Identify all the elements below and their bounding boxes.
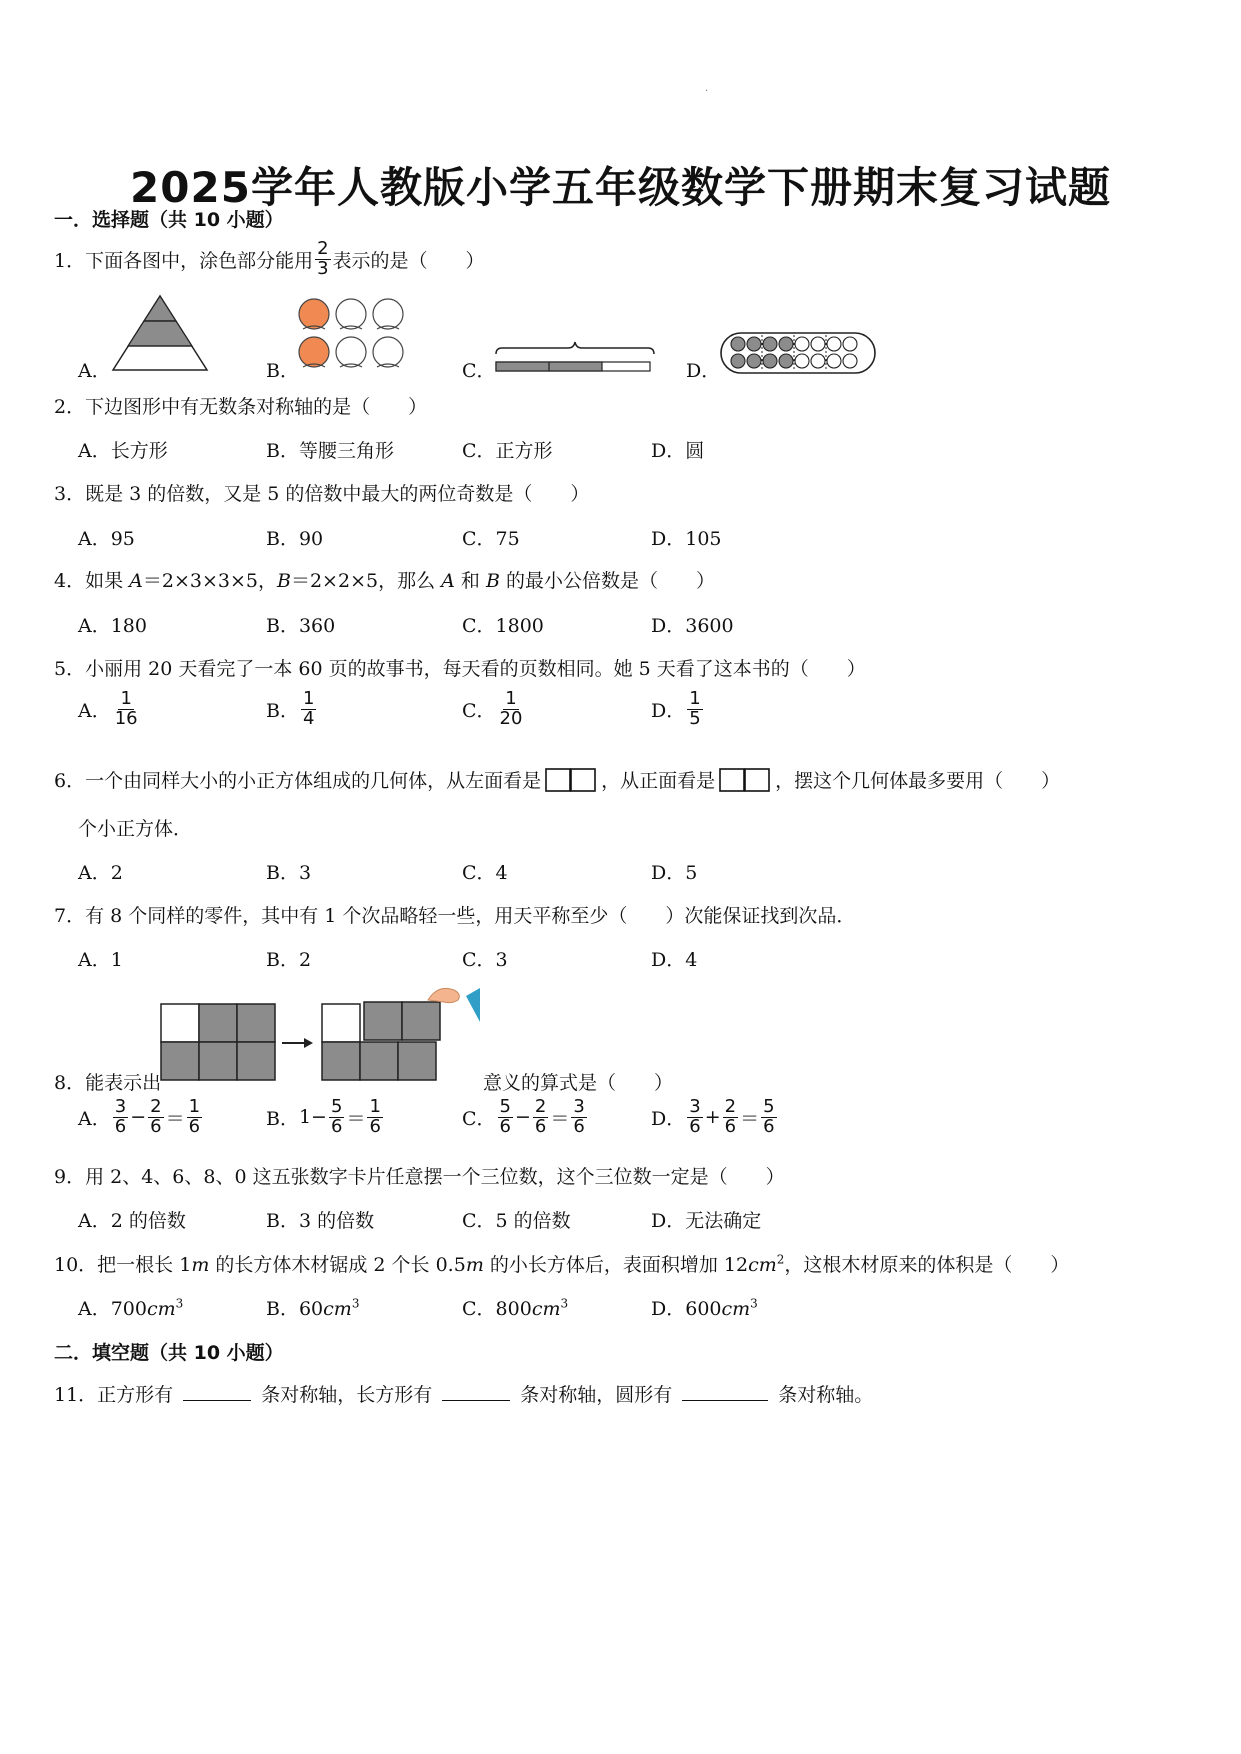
q6-text: ，摆这个几何体最多要用（ ）: [775, 770, 1061, 792]
q11-text: 条对称轴，长方形有: [261, 1384, 433, 1406]
option-unit: cm: [531, 1298, 561, 1320]
option-fraction: [113, 690, 140, 729]
option-exponent: 3: [175, 1296, 184, 1311]
option-exponent: 3: [351, 1296, 360, 1311]
q11-blank-rectangle[interactable]: [442, 1382, 510, 1401]
q4-option-d[interactable]: D．3600: [651, 615, 734, 637]
page-title: 2025学年人教版小学五年级数学下册期末复习试题: [130, 163, 1111, 212]
q1-triangle-figure: [110, 293, 210, 373]
q9-option-a[interactable]: A．2 的倍数: [78, 1210, 186, 1232]
fraction-denominator: 6: [114, 1115, 127, 1137]
option-exponent: 3: [750, 1296, 758, 1311]
q7-option-a[interactable]: A．1: [78, 949, 123, 971]
q8-option-c[interactable]: [462, 1098, 589, 1137]
option-fraction: [367, 1098, 382, 1137]
fraction-denominator: 6: [724, 1115, 737, 1137]
option-unit: cm: [721, 1298, 751, 1320]
option-label: B．: [266, 1107, 299, 1130]
q10-option-c[interactable]: [462, 1294, 568, 1321]
option-exponent: 3: [560, 1296, 569, 1311]
fraction-numerator: 5: [763, 1096, 775, 1117]
option-label: A．: [78, 1107, 111, 1130]
question-8-text-end: 意义的算式是（ ）: [483, 1072, 674, 1094]
question-6: [54, 766, 1060, 793]
fraction-numerator: 5: [499, 1096, 511, 1117]
fraction-denominator: 3: [317, 257, 329, 279]
option-label: A．700: [78, 1298, 147, 1320]
q4-text: 4．如果: [54, 570, 130, 592]
fraction-numerator: 1: [120, 688, 132, 709]
q5-option-c[interactable]: [462, 690, 526, 729]
q4-text: ＝2×3×3×5，: [142, 570, 277, 592]
q3-option-c[interactable]: C．75: [462, 528, 520, 550]
fraction-numerator: 1: [188, 1096, 201, 1117]
question-2: 2．下边图形中有无数条对称轴的是（ ）: [54, 396, 428, 418]
fraction-denominator: 6: [763, 1115, 775, 1137]
q10-text: 的小长方体后，表面积增加 12: [483, 1254, 749, 1276]
q2-option-a[interactable]: A．长方形: [78, 440, 168, 462]
fraction-denominator: 6: [330, 1115, 343, 1137]
option-fraction: [148, 1098, 163, 1137]
q10-option-b[interactable]: [266, 1294, 359, 1321]
question-1-text-end: 表示的是（ ）: [332, 249, 485, 272]
q3-option-a[interactable]: A．95: [78, 528, 135, 550]
fraction-denominator: 6: [534, 1115, 547, 1137]
option-unit: cm: [147, 1298, 176, 1320]
question-7: 7．有 8 个同样的零件，其中有 1 个次品略轻一些，用天平称至少（ ）次能保证找到次品．: [54, 905, 856, 927]
fraction-denominator: 4: [302, 707, 315, 729]
fraction-denominator: 6: [573, 1115, 585, 1137]
fraction-numerator: 2: [534, 1096, 547, 1117]
question-3: 3．既是 3 的倍数，又是 5 的倍数中最大的两位奇数是（ ）: [54, 483, 590, 505]
q3-option-d[interactable]: D．105: [651, 528, 722, 550]
q10-exponent: 2: [776, 1252, 785, 1267]
q4-text: 的最小公倍数是（ ）: [499, 570, 715, 592]
q1-option-a[interactable]: A．: [78, 360, 111, 382]
option-fraction: [113, 1098, 128, 1137]
q10-unit: m: [191, 1254, 210, 1276]
q2-option-c[interactable]: C．正方形: [462, 440, 553, 462]
operator: 1−: [298, 1106, 327, 1129]
option-fraction: [761, 1098, 776, 1137]
question-11: [54, 1380, 873, 1407]
fraction-numerator: 2: [724, 1096, 737, 1117]
q10-unit: cm: [748, 1254, 777, 1276]
question-1-text: 1．下面各图中，涂色部分能用: [54, 249, 314, 272]
option-fraction: [187, 1098, 202, 1137]
q8-option-a[interactable]: [78, 1098, 204, 1137]
q3-option-b[interactable]: B．90: [266, 528, 324, 550]
option-fraction: [498, 1098, 513, 1137]
option-fraction: [571, 1098, 586, 1137]
q11-text: 条对称轴，圆形有: [520, 1384, 673, 1406]
option-label: B．: [266, 699, 299, 722]
q1-option-c[interactable]: C．: [462, 360, 496, 382]
q4-option-a[interactable]: A．180: [78, 615, 147, 637]
q4-text: 和: [454, 570, 486, 592]
option-unit: cm: [323, 1298, 352, 1320]
q7-option-d[interactable]: D．4: [651, 949, 698, 971]
option-fraction: [498, 690, 525, 729]
q4-option-c[interactable]: C．1800: [462, 615, 544, 637]
option-label: C．: [462, 1107, 496, 1130]
option-fraction: [301, 690, 316, 729]
operator: ＝: [346, 1107, 366, 1130]
section-heading-fill: 二．填空题（共 10 小题）: [54, 1342, 284, 1364]
option-fraction: [533, 1098, 548, 1137]
q10-option-a[interactable]: [78, 1294, 183, 1321]
q1-bar-figure: [492, 340, 657, 376]
q11-text: 11．正方形有: [54, 1384, 174, 1406]
fraction-denominator: 6: [150, 1115, 162, 1137]
q1-beads-figure: [718, 330, 878, 376]
question-1: [54, 240, 485, 279]
question-9: 9．用 2、4、6、8、0 这五张数字卡片任意摆一个三位数，这个三位数一定是（ ）: [54, 1166, 785, 1188]
question-4: [54, 566, 715, 593]
option-fraction: [687, 690, 702, 729]
q9-option-b[interactable]: B．3 的倍数: [266, 1210, 375, 1232]
q5-option-b[interactable]: [266, 690, 318, 729]
q7-option-c[interactable]: C．3: [462, 949, 508, 971]
left-view-figure: [545, 767, 597, 793]
q10-text: 10．把一根长 1: [54, 1254, 192, 1276]
q1-option-d[interactable]: D．: [686, 360, 721, 382]
q10-text: 的长方体木材锯成 2 个长 0.5: [209, 1254, 466, 1276]
option-fraction: [723, 1098, 738, 1137]
q2-option-d[interactable]: D．圆: [651, 440, 705, 462]
front-view-figure: [719, 767, 771, 793]
q10-option-d[interactable]: [651, 1294, 758, 1321]
q8-option-b[interactable]: [266, 1098, 385, 1137]
fraction-numerator: 5: [330, 1096, 343, 1117]
q5-option-d[interactable]: [651, 690, 705, 729]
option-label: A．: [78, 699, 111, 722]
fraction-denominator: 6: [188, 1115, 201, 1137]
header-dot: ·: [705, 86, 709, 97]
question-6-cont: 个小正方体．: [78, 818, 193, 840]
q2-option-b[interactable]: B．等腰三角形: [266, 440, 394, 462]
question-10: [54, 1250, 1069, 1277]
q8-grid-figure: [158, 982, 483, 1082]
q9-option-c[interactable]: C．5 的倍数: [462, 1210, 571, 1232]
q7-option-b[interactable]: B．2: [266, 949, 312, 971]
q4-var-a: A: [441, 570, 455, 592]
q10-unit: m: [465, 1254, 484, 1276]
fraction-numerator: 3: [573, 1096, 585, 1117]
fraction-numerator: 1: [302, 688, 315, 709]
q11-text: 条对称轴。: [778, 1384, 874, 1406]
q11-blank-circle[interactable]: [682, 1382, 768, 1401]
fraction-numerator: 2: [150, 1096, 162, 1117]
q4-var-a: A: [129, 570, 143, 592]
fraction-numerator: 1: [689, 688, 701, 709]
fraction-denominator: 6: [499, 1115, 511, 1137]
option-label: D．600: [651, 1298, 722, 1320]
option-label: C．800: [462, 1298, 532, 1320]
q9-option-d[interactable]: D．无法确定: [651, 1210, 762, 1232]
question-8-text: 8．能表示出: [54, 1072, 162, 1094]
q4-text: ＝2×2×5，那么: [290, 570, 442, 592]
fraction-numerator: 3: [689, 1096, 701, 1117]
q6-option-b[interactable]: B．3: [266, 862, 312, 884]
q4-var-b: B: [277, 570, 291, 592]
q11-blank-square[interactable]: [183, 1382, 251, 1401]
q6-text: ，从正面看是: [601, 770, 716, 792]
operator: ＝: [740, 1107, 760, 1130]
option-fraction: [329, 1098, 344, 1137]
fraction-denominator: 6: [689, 1115, 701, 1137]
q1-peaches-figure: [295, 295, 410, 373]
operator: ＝: [165, 1107, 185, 1130]
question-5: 5．小丽用 20 天看完了一本 60 页的故事书，每天看的页数相同。她 5 天看了这本书的（ ）: [54, 658, 866, 680]
option-label: B．60: [266, 1298, 324, 1320]
option-fraction: [687, 1098, 702, 1137]
q10-text: ，这根木材原来的体积是（ ）: [784, 1254, 1070, 1276]
option-label: C．: [462, 699, 496, 722]
q5-option-a[interactable]: [78, 690, 142, 729]
fraction-denominator: 20: [499, 707, 523, 729]
operator: +: [704, 1106, 721, 1129]
operator: −: [130, 1106, 147, 1129]
fraction-numerator: 1: [369, 1096, 381, 1117]
q4-option-b[interactable]: B．360: [266, 615, 336, 637]
option-label: D．: [651, 1107, 686, 1130]
q8-option-d[interactable]: [651, 1098, 779, 1137]
q6-option-c[interactable]: C．4: [462, 862, 508, 884]
fraction-denominator: 16: [114, 707, 138, 729]
question-1-fraction: [315, 240, 330, 279]
fraction-numerator: 3: [114, 1096, 127, 1117]
operator: ＝: [550, 1107, 570, 1130]
fraction-numerator: 2: [317, 238, 329, 259]
section-heading-choice: 一．选择题（共 10 小题）: [54, 209, 284, 231]
q6-option-a[interactable]: A．2: [78, 862, 123, 884]
fraction-numerator: 1: [505, 688, 517, 709]
operator: −: [515, 1106, 531, 1129]
q6-option-d[interactable]: D．5: [651, 862, 698, 884]
q6-text: 6．一个由同样大小的小正方体组成的几何体，从左面看是: [54, 770, 542, 792]
fraction-denominator: 5: [689, 707, 701, 729]
q1-option-b[interactable]: B．: [266, 360, 299, 382]
fraction-denominator: 6: [369, 1115, 381, 1137]
q4-var-b: B: [485, 570, 500, 592]
option-label: D．: [651, 699, 686, 722]
